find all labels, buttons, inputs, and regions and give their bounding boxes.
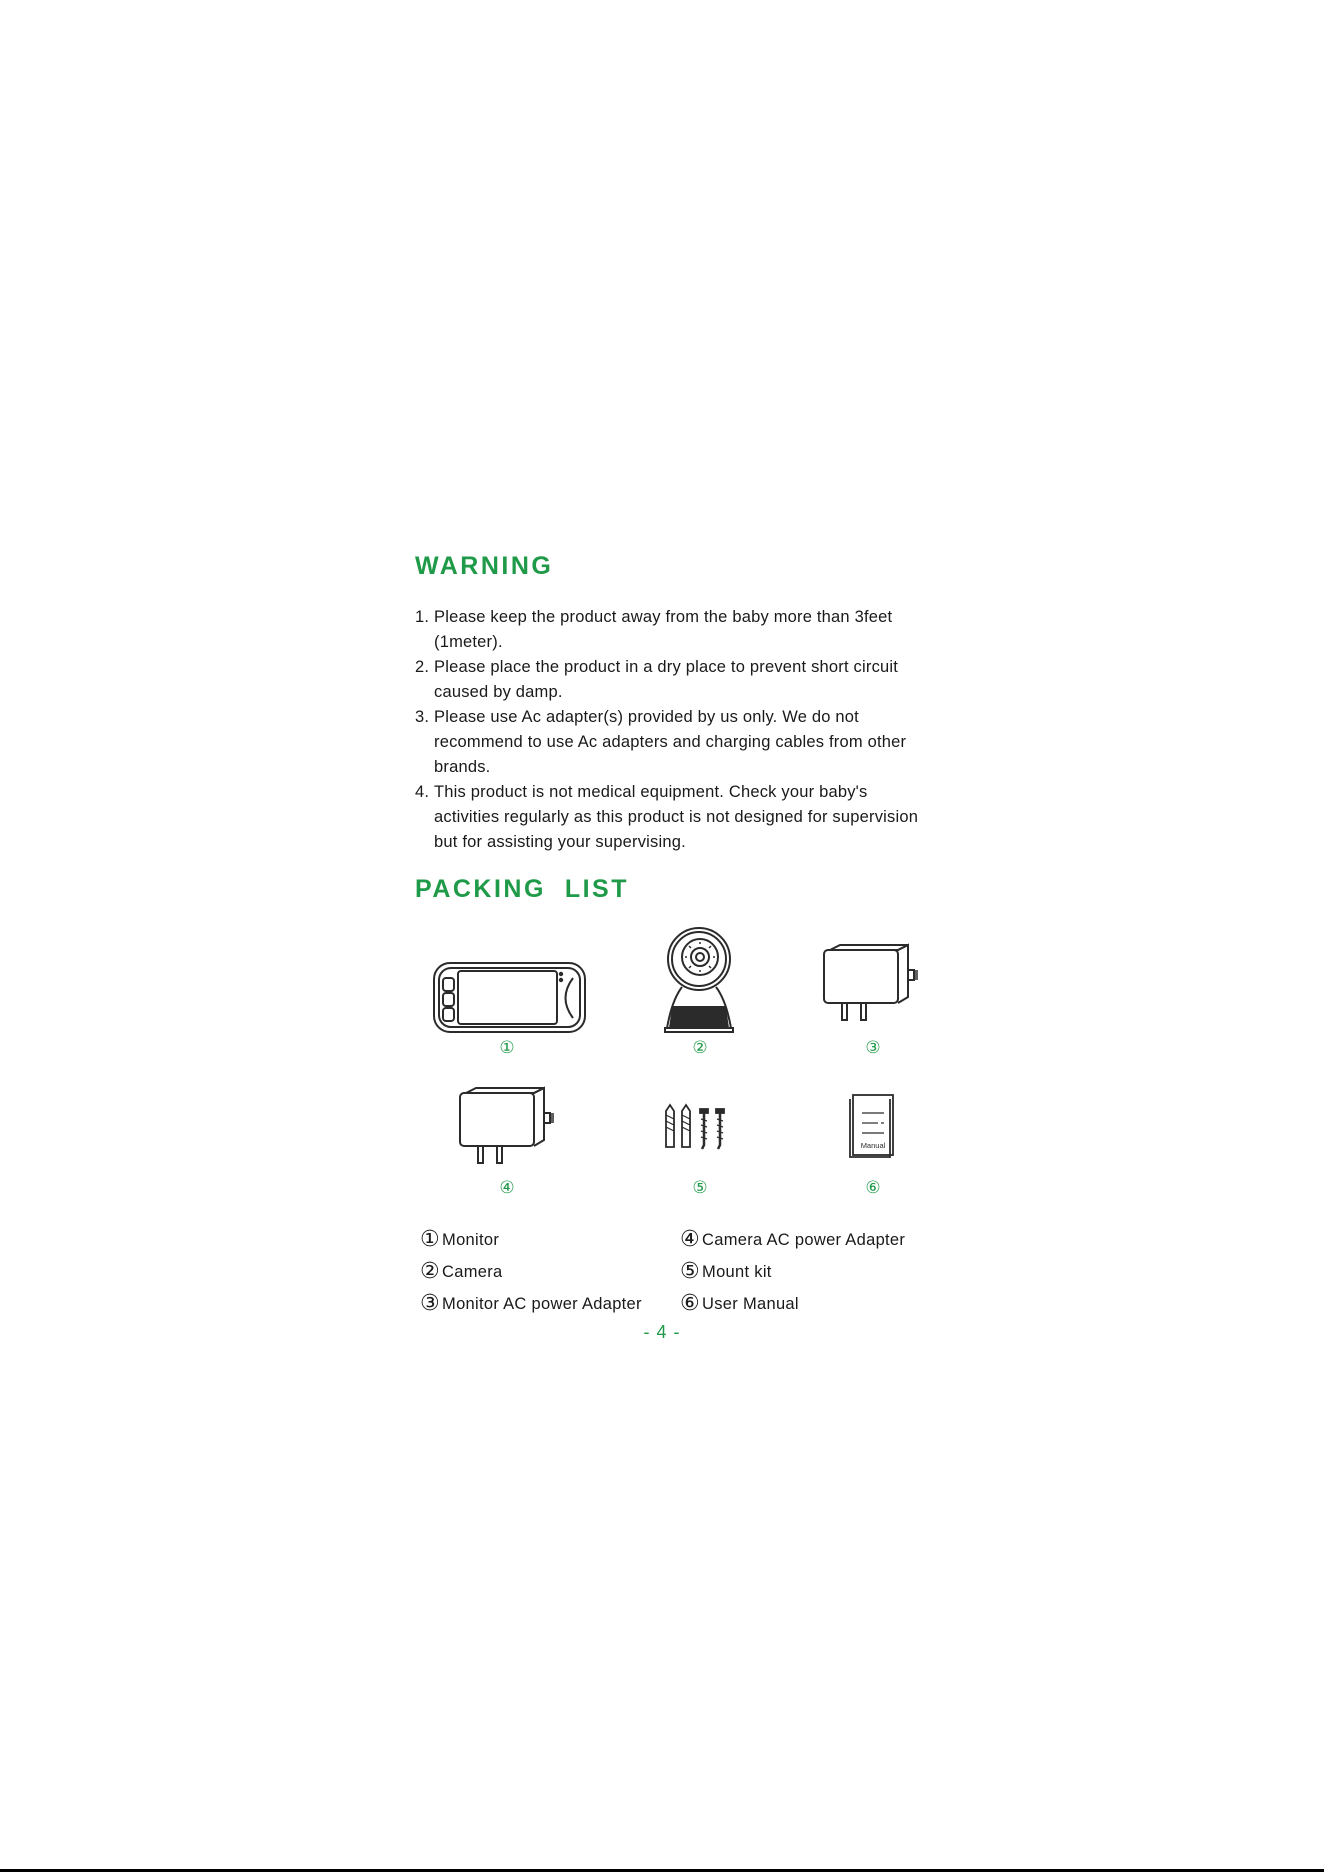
power-adapter-icon <box>822 942 922 1022</box>
warning-item-line: Please use Ac adapter(s) provided by us only. We do not <box>434 708 859 726</box>
warning-item-line: (1meter). <box>434 633 503 651</box>
legend-item <box>420 1258 503 1284</box>
warning-item-line: caused by damp. <box>434 683 563 701</box>
legend-item <box>680 1290 799 1316</box>
warning-item-line: recommend to use Ac adapters and charging cables from other <box>434 733 907 751</box>
mount-kit-icon <box>663 1103 733 1153</box>
legend-label: Mount kit <box>702 1263 772 1281</box>
legend-number: ⑥ <box>680 1290 701 1315</box>
power-adapter-icon <box>458 1085 558 1165</box>
legend-item <box>680 1258 772 1284</box>
monitor-adapter-illustration <box>822 942 922 1022</box>
legend-label: Monitor AC power Adapter <box>442 1295 642 1313</box>
legend-item <box>420 1290 642 1316</box>
legend-label: User Manual <box>702 1295 799 1313</box>
item-marker: ③ <box>865 1038 881 1057</box>
item-marker: ⑥ <box>865 1178 881 1197</box>
item-marker: ⑤ <box>692 1178 708 1197</box>
item-marker: ② <box>692 1038 708 1057</box>
legend-number: ① <box>420 1226 441 1251</box>
warning-item <box>415 705 975 780</box>
legend-label: Camera AC power Adapter <box>702 1231 906 1249</box>
mount-kit-illustration <box>663 1103 733 1153</box>
camera-illustration <box>662 925 737 1035</box>
manual-book-icon <box>844 1093 896 1161</box>
warning-item <box>415 605 975 655</box>
warning-item-number: 2. <box>415 658 430 676</box>
monitor-illustration <box>432 960 588 1035</box>
packing-list-heading: PACKING LIST <box>415 875 629 903</box>
warning-item-line: brands. <box>434 758 491 776</box>
warning-item-line: but for assisting your supervising. <box>434 833 686 851</box>
item-marker: ④ <box>499 1178 515 1197</box>
warning-list <box>415 605 975 855</box>
warning-item-line: This product is not medical equipment. Check your baby's <box>434 783 868 801</box>
legend-label: Monitor <box>442 1231 500 1249</box>
warning-item-line: activities regularly as this product is not designed for supervision <box>434 808 919 826</box>
warning-item-number: 1. <box>415 608 430 626</box>
monitor-icon <box>432 960 588 1035</box>
legend-label: Camera <box>442 1263 503 1281</box>
legend-number: ③ <box>420 1290 441 1315</box>
warning-item-line: Please place the product in a dry place to prevent short circuit <box>434 658 899 676</box>
camera-adapter-illustration <box>458 1085 558 1165</box>
legend-item <box>420 1226 499 1252</box>
warning-item-number: 4. <box>415 783 430 801</box>
legend-number: ⑤ <box>680 1258 701 1283</box>
legend-item <box>680 1226 905 1252</box>
warning-item <box>415 780 975 855</box>
page-number: - 4 - <box>643 1322 681 1342</box>
warning-item-line: Please keep the product away from the baby more than 3feet <box>434 608 893 626</box>
legend-number: ④ <box>680 1226 701 1251</box>
camera-icon <box>662 925 737 1035</box>
user-manual-illustration <box>844 1093 896 1161</box>
manual-cover-text: Manual <box>860 1141 886 1150</box>
warning-heading: WARNING <box>415 552 554 580</box>
legend-number: ② <box>420 1258 441 1283</box>
item-marker: ① <box>499 1038 515 1057</box>
warning-item <box>415 655 975 705</box>
warning-item-number: 3. <box>415 708 430 726</box>
